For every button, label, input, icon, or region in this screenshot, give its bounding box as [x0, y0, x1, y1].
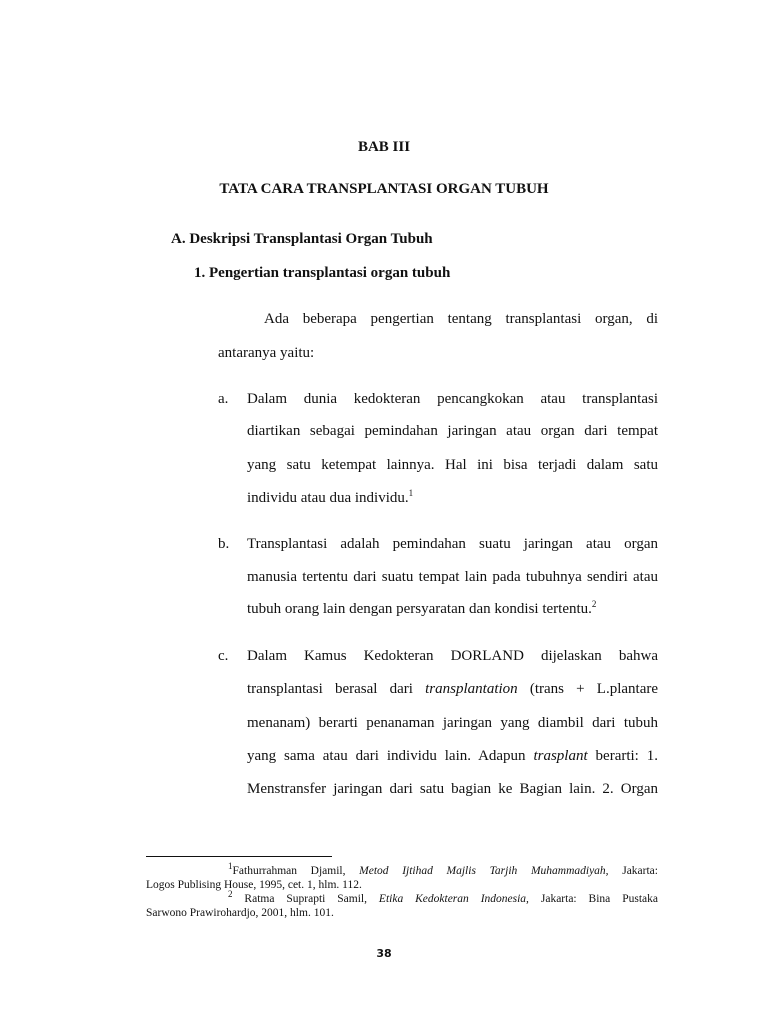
footnote-1-line-2: Logos Publising House, 1995, cet. 1, hlm. 112.	[146, 879, 362, 891]
intro-line-1: Ada beberapa pengertian tentang transplantasi organ, di	[264, 311, 658, 327]
item-c-line-3: menanam) berarti penanaman jaringan yang diambil dari tubuh	[247, 715, 658, 731]
item-c-line-2: transplantasi berasal dari transplantation (trans + L.plantare	[247, 681, 659, 697]
list-marker-c: c.	[218, 648, 229, 664]
list-marker-b: b.	[218, 536, 230, 552]
item-c-line-4: yang sama atau dari individu lain. Adapun trasplant berarti: 1.	[247, 748, 658, 764]
footnote-separator	[146, 856, 332, 857]
chapter-heading: BAB III	[357, 139, 411, 155]
item-b-line-2: manusia tertentu dari suatu tempat lain pada tubuhnya sendiri atau	[247, 569, 658, 585]
page-number: 38	[376, 947, 392, 960]
intro-line-2: antaranya yaitu:	[218, 345, 315, 361]
item-a-line-1: Dalam dunia kedokteran pencangkokan atau transplantasi	[247, 391, 658, 407]
item-c-line-1: Dalam Kamus Kedokteran DORLAND dijelaskan bahwa	[247, 648, 658, 664]
item-b-line-1: Transplantasi adalah pemindahan suatu jaringan atau organ	[247, 536, 658, 552]
item-a-line-2: diartikan sebagai pemindahan jaringan atau organ dari tempat	[247, 423, 658, 439]
item-a-line-4: individu atau dua individu.$^1$	[247, 488, 414, 506]
footnote-1-line-1: $^1$Fathurrahman Djamil, Metod Ijtihad Majlis Tarjih Muhammadiyah, Jakarta:	[228, 861, 658, 877]
footnote-2-line-1: $^2$ Ratma Suprapti Samil, Etika Kedokteran Indonesia, Jakarta: Bina Pustaka	[228, 889, 658, 905]
footnote-ref-2[interactable]: 2	[591, 599, 597, 609]
subsection-heading: 1. Pengertian transplantasi organ tubuh	[194, 265, 451, 281]
term-trasplant: trasplant	[533, 748, 588, 764]
item-c-line-5: Menstransfer jaringan dari satu bagian ke Bagian lain. 2. Organ	[247, 781, 658, 797]
item-b-line-3: tubuh orang lain dengan persyaratan dan kondisi tertentu.$^2$	[247, 599, 597, 617]
footnote-ref-1[interactable]: 1	[408, 488, 414, 498]
term-transplantation: transplantation	[425, 681, 518, 697]
item-a-line-3: yang satu ketempat lainnya. Hal ini bisa terjadi dalam satu	[247, 457, 658, 473]
chapter-title: TATA CARA TRANSPLANTASI ORGAN TUBUH	[219, 181, 549, 197]
footnote-2-line-2: Sarwono Prawirohardjo, 2001, hlm. 101.	[146, 907, 334, 919]
list-marker-a: a.	[218, 391, 229, 407]
section-heading: A. Deskripsi Transplantasi Organ Tubuh	[171, 231, 433, 247]
